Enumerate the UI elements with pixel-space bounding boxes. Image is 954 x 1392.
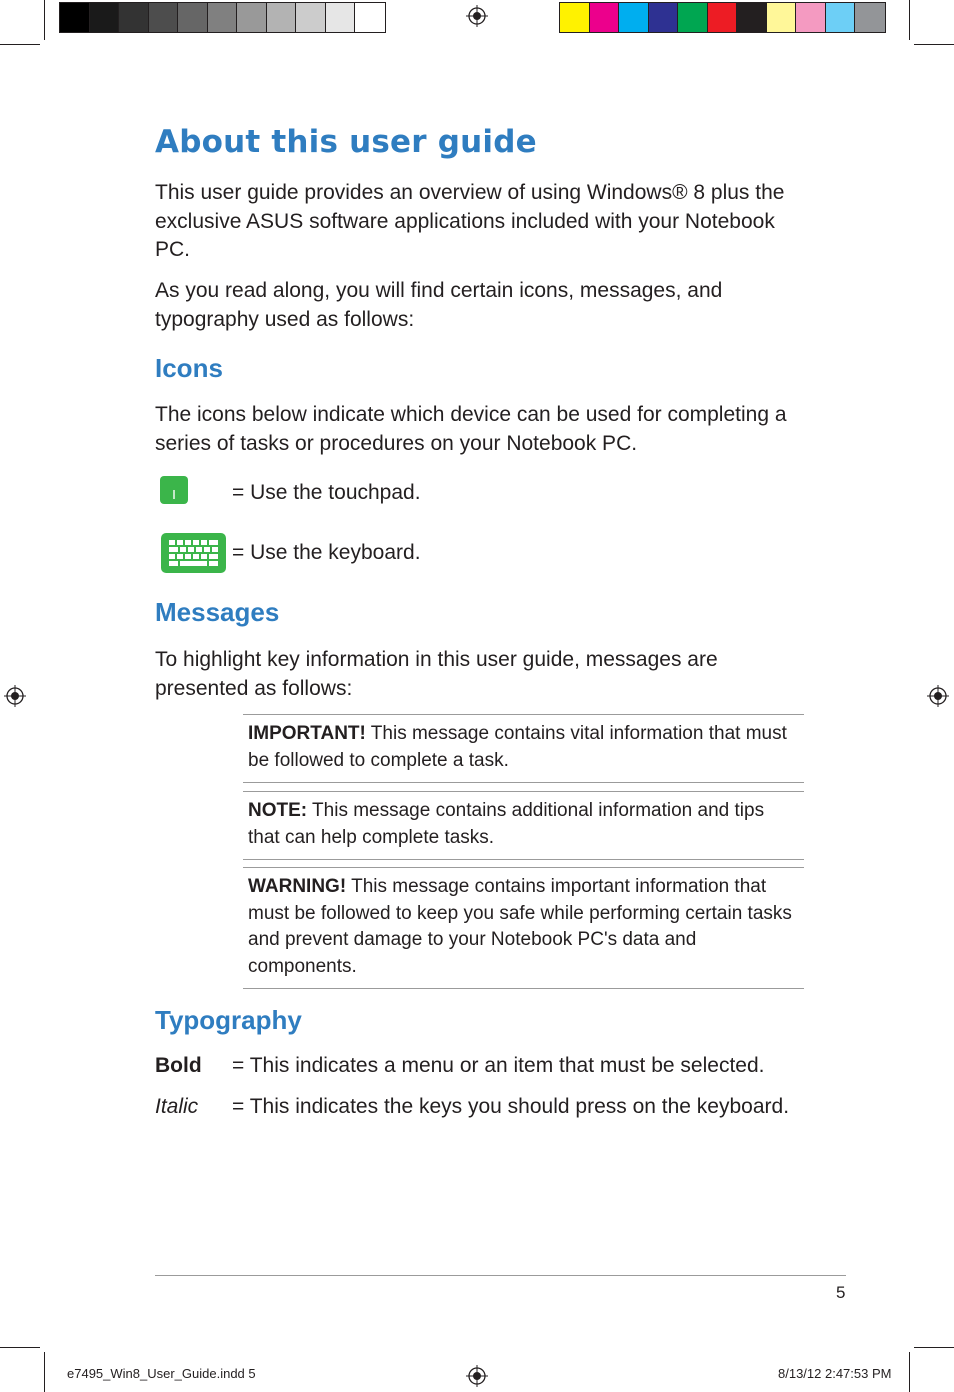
messages-heading: Messages — [155, 597, 280, 627]
color-swatch — [708, 3, 738, 32]
color-swatch — [267, 3, 297, 32]
crop-mark-bottom-left-h — [0, 1347, 40, 1348]
icons-description: The icons below indicate which device can be used for completing a series of tasks or procedures on your Notebook PC. — [155, 403, 787, 455]
crop-mark-bottom-right-v — [909, 1352, 910, 1392]
warning-label: WARNING! — [248, 876, 347, 897]
color-swatch — [619, 3, 649, 32]
color-swatch — [296, 3, 326, 32]
icons-heading: Icons — [155, 353, 223, 383]
color-swatch — [208, 3, 238, 32]
crop-mark-bottom-right-h — [914, 1347, 954, 1348]
color-swatch — [590, 3, 620, 32]
crop-mark-top-right-h — [914, 44, 954, 45]
color-swatch — [237, 3, 267, 32]
color-swatch — [355, 3, 385, 32]
intro-paragraph: As you read along, you will find certain icons, messages, and typography used as follows: — [155, 279, 723, 331]
color-swatch — [326, 3, 356, 32]
color-swatch — [767, 3, 797, 32]
keyboard-legend: = Use the keyboard. — [232, 541, 421, 564]
bold-description: = This indicates a menu or an item that must be selected. — [232, 1054, 765, 1077]
page-number: 5 — [836, 1283, 846, 1302]
warning-message — [243, 867, 804, 989]
slug-filename: e7495_Win8_User_Guide.indd 5 — [67, 1366, 256, 1381]
registration-mark-icon — [466, 1365, 488, 1387]
messages-description: To highlight key information in this user guide, messages are presented as follows: — [155, 648, 718, 700]
color-swatch — [560, 3, 590, 32]
grayscale-color-bar — [59, 2, 386, 33]
note-text: This message contains additional information and tips that can help complete tasks. — [248, 800, 765, 848]
color-swatch — [855, 3, 885, 32]
important-message — [243, 714, 804, 783]
footer-rule — [155, 1275, 846, 1276]
crop-mark-top-left-h — [0, 44, 40, 45]
bold-term: Bold — [155, 1054, 202, 1077]
typography-heading: Typography — [155, 1005, 302, 1035]
page-title: About this user guide — [155, 124, 537, 160]
crop-mark-bottom-left-v — [44, 1352, 45, 1392]
crop-mark-top-right-v — [909, 0, 910, 40]
color-swatch — [149, 3, 179, 32]
registration-mark-icon — [4, 685, 26, 707]
italic-description: = This indicates the keys you should press on the keyboard. — [232, 1095, 790, 1118]
color-swatch — [60, 3, 90, 32]
color-swatch — [649, 3, 679, 32]
italic-term: Italic — [155, 1095, 199, 1118]
color-swatch — [826, 3, 856, 32]
process-color-bar — [559, 2, 886, 33]
important-text: This message contains vital information that must be followed to complete a task. — [248, 723, 787, 771]
color-swatch — [178, 3, 208, 32]
registration-mark-icon — [927, 685, 949, 707]
color-swatch — [737, 3, 767, 32]
keyboard-icon — [161, 533, 226, 573]
color-swatch — [119, 3, 149, 32]
note-label: NOTE: — [248, 800, 308, 821]
touchpad-icon — [160, 476, 188, 504]
crop-mark-top-left-v — [44, 0, 45, 40]
intro-paragraph: This user guide provides an overview of using Windows® 8 plus the exclusive ASUS software applications included with your Notebook PC. — [155, 181, 785, 261]
slug-timestamp: 8/13/12 2:47:53 PM — [778, 1366, 892, 1381]
color-swatch — [796, 3, 826, 32]
warning-text: This message contains important information that must be followed to keep you safe while performing certain tasks and prevent damage to your Notebook PC's data and components. — [248, 876, 792, 977]
color-swatch — [678, 3, 708, 32]
important-label: IMPORTANT! — [248, 723, 366, 744]
registration-mark-icon — [466, 5, 488, 27]
note-message — [243, 791, 804, 860]
color-swatch — [90, 3, 120, 32]
touchpad-legend: = Use the touchpad. — [232, 481, 421, 504]
